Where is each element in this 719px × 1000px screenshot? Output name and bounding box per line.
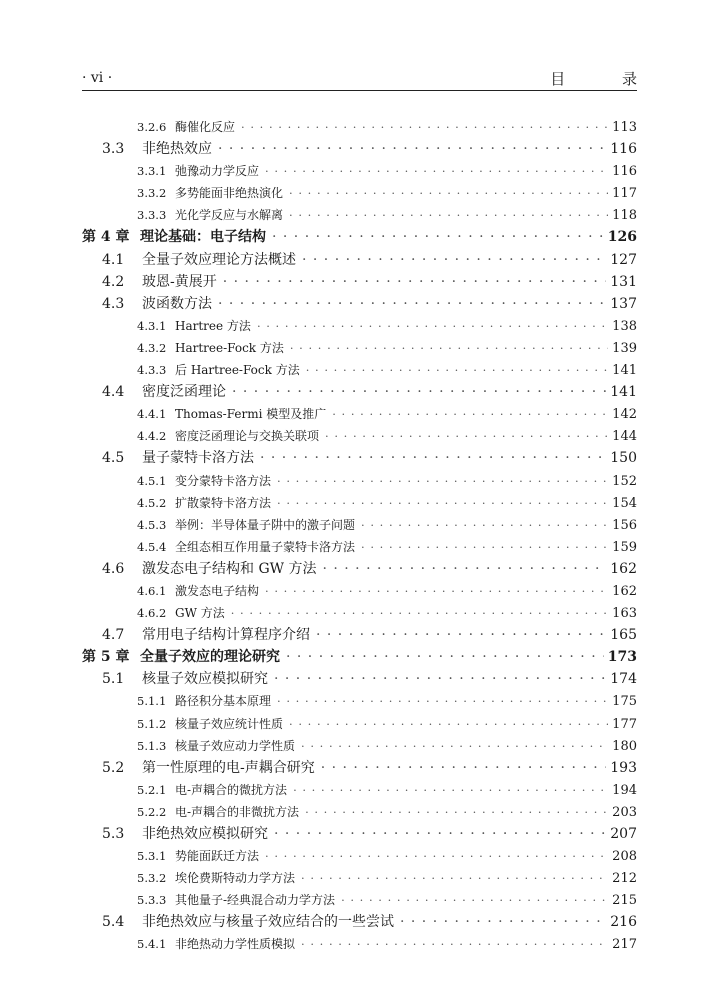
toc-entry-section bbox=[82, 668, 637, 690]
entry-page-number: 163 bbox=[612, 606, 637, 622]
leader-dots bbox=[265, 845, 608, 867]
leader-dots bbox=[218, 138, 606, 160]
entry-number: 4.6.2 bbox=[137, 606, 167, 621]
entry-page-number: 142 bbox=[612, 407, 637, 423]
entry-number: 5.1.3 bbox=[137, 738, 167, 753]
entry-page-number: 174 bbox=[610, 671, 637, 688]
entry-page-number: 127 bbox=[610, 251, 637, 268]
entry-page-number: 113 bbox=[612, 120, 637, 135]
toc-entry-sub bbox=[82, 359, 637, 381]
entry-number: 5.3.2 bbox=[137, 871, 167, 886]
leader-dots bbox=[301, 735, 608, 757]
toc-entry-section bbox=[82, 293, 637, 315]
entry-title: Hartree 方法 bbox=[175, 318, 251, 333]
entry-number: 4.5.4 bbox=[137, 539, 167, 554]
entry-title: 全量子效应理论方法概述 bbox=[142, 251, 296, 268]
entry-title: 电-声耦合的非微扰方法 bbox=[175, 804, 300, 819]
entry-page-number: 212 bbox=[612, 871, 637, 887]
leader-dots bbox=[257, 315, 608, 337]
leader-dots bbox=[286, 646, 604, 668]
entry-number: 5.1 bbox=[102, 671, 125, 688]
entry-number: 4.3.2 bbox=[137, 340, 167, 355]
leader-dots bbox=[231, 602, 608, 624]
toc-entry-section bbox=[82, 757, 637, 779]
entry-page-number: 117 bbox=[612, 186, 637, 202]
leader-dots bbox=[260, 447, 606, 469]
entry-title: 激发态电子结构 bbox=[175, 583, 260, 598]
entry-page-number: 193 bbox=[610, 759, 637, 776]
leader-dots bbox=[265, 580, 608, 602]
entry-number: 4.2 bbox=[102, 273, 125, 290]
entry-page-number: 159 bbox=[612, 539, 637, 555]
toc-entry-section bbox=[82, 624, 637, 646]
entry-number: 4.6.1 bbox=[137, 583, 167, 598]
header-title: 目 录 bbox=[550, 70, 663, 88]
entry-page-number: 194 bbox=[612, 782, 637, 798]
leader-dots bbox=[241, 116, 608, 138]
entry-title: 核量子效应统计性质 bbox=[175, 716, 284, 731]
entry-number: 5.3 bbox=[102, 826, 125, 842]
entry-number: 4.4.1 bbox=[137, 407, 167, 422]
entry-title: 全量子效应的理论研究 bbox=[140, 649, 280, 666]
leader-dots bbox=[322, 558, 606, 580]
toc-entry-sub bbox=[82, 713, 637, 735]
entry-page-number: 150 bbox=[610, 450, 637, 467]
entry-page-number: 138 bbox=[612, 318, 637, 334]
entry-number: 5.3.3 bbox=[137, 893, 167, 908]
leader-dots bbox=[302, 249, 606, 271]
toc-entry-sub bbox=[82, 735, 637, 757]
entry-number: 4.5.2 bbox=[137, 495, 167, 510]
entry-title: Hartree-Fock 方法 bbox=[175, 340, 284, 355]
entry-title: 第一性原理的电-声耦合研究 bbox=[142, 759, 315, 776]
leader-dots bbox=[361, 536, 608, 558]
entry-title: 理论基础：电子结构 bbox=[140, 229, 266, 246]
toc-entry-section bbox=[82, 823, 637, 845]
entry-title: 非绝热动力学性质模拟 bbox=[175, 937, 296, 952]
page-number: · vi · bbox=[82, 70, 113, 86]
toc-entry-sub bbox=[82, 690, 637, 712]
entry-page-number: 162 bbox=[612, 583, 637, 599]
entry-number: 4.6 bbox=[102, 560, 125, 577]
entry-page-number: 126 bbox=[607, 229, 637, 246]
toc-entry-sub bbox=[82, 403, 637, 425]
toc-entry-sub bbox=[82, 492, 637, 514]
leader-dots bbox=[293, 779, 608, 801]
leader-dots bbox=[265, 160, 608, 182]
entry-page-number: 152 bbox=[612, 473, 637, 489]
leader-dots bbox=[277, 690, 608, 712]
entry-page-number: 217 bbox=[612, 937, 637, 953]
leader-dots bbox=[306, 359, 608, 381]
entry-page-number: 180 bbox=[612, 738, 637, 754]
entry-page-number: 137 bbox=[610, 295, 637, 312]
entry-page-number: 173 bbox=[607, 649, 637, 666]
entry-title: 激发态电子结构和 GW 方法 bbox=[142, 560, 317, 577]
toc-entry-sub bbox=[82, 602, 637, 624]
page-header bbox=[82, 68, 663, 91]
entry-title: 路径积分基本原理 bbox=[175, 694, 272, 709]
entry-title: 非绝热效应 bbox=[142, 141, 212, 158]
toc-entry-sub bbox=[82, 182, 637, 204]
entry-title: 核量子效应模拟研究 bbox=[142, 671, 268, 688]
entry-page-number: 131 bbox=[610, 273, 637, 290]
toc-entry-sub bbox=[82, 867, 637, 889]
entry-title: 势能面跃迁方法 bbox=[175, 849, 260, 864]
entry-page-number: 203 bbox=[612, 804, 637, 820]
entry-page-number: 116 bbox=[610, 141, 637, 158]
toc-entry-section bbox=[82, 381, 637, 403]
entry-number: 第 4 章 bbox=[82, 229, 130, 246]
leader-dots bbox=[341, 889, 608, 911]
entry-number: 3.3 bbox=[102, 141, 125, 158]
toc-entry-section bbox=[82, 911, 637, 933]
entry-number: 5.1.1 bbox=[137, 694, 167, 709]
leader-dots bbox=[400, 911, 606, 933]
entry-page-number: 141 bbox=[612, 363, 637, 379]
toc-entry-section bbox=[82, 447, 637, 469]
entry-number: 5.2 bbox=[102, 759, 125, 776]
entry-page-number: 216 bbox=[610, 914, 637, 931]
entry-title: 其他量子-经典混合动力学方法 bbox=[175, 893, 336, 908]
toc-entry-sub bbox=[82, 116, 637, 138]
entry-page-number: 207 bbox=[610, 826, 637, 842]
entry-page-number: 165 bbox=[610, 627, 637, 644]
entry-number: 3.2.6 bbox=[137, 120, 167, 134]
entry-page-number: 156 bbox=[612, 517, 637, 533]
toc-entry-sub bbox=[82, 536, 637, 558]
entry-title: 非绝热效应模拟研究 bbox=[142, 826, 268, 842]
toc-entry-sub bbox=[82, 779, 637, 801]
leader-dots bbox=[301, 933, 608, 955]
entry-title: 密度泛函理论 bbox=[142, 384, 226, 401]
entry-title: Thomas-Fermi 模型及推广 bbox=[175, 407, 327, 422]
leader-dots bbox=[232, 381, 606, 403]
entry-number: 4.7 bbox=[102, 627, 125, 644]
entry-page-number: 208 bbox=[612, 849, 637, 865]
entry-page-number: 175 bbox=[612, 694, 637, 710]
entry-page-number: 215 bbox=[612, 893, 637, 909]
toc-entry-sub bbox=[82, 514, 637, 536]
entry-page-number: 154 bbox=[612, 495, 637, 511]
leader-dots bbox=[289, 204, 608, 226]
toc-entry-sub bbox=[82, 801, 637, 823]
table-of-contents bbox=[82, 116, 637, 956]
entry-title: 非绝热效应与核量子效应结合的一些尝试 bbox=[142, 914, 394, 931]
toc-entry-section bbox=[82, 249, 637, 271]
entry-number: 4.3.3 bbox=[137, 363, 167, 378]
entry-title: 弛豫动力学反应 bbox=[175, 164, 260, 179]
entry-number: 5.3.1 bbox=[137, 849, 167, 864]
entry-title: 玻恩-黄展开 bbox=[142, 273, 217, 290]
entry-title: 多势能面非绝热演化 bbox=[175, 186, 284, 201]
entry-title: 扩散蒙特卡洛方法 bbox=[175, 495, 272, 510]
entry-number: 4.3.1 bbox=[137, 318, 167, 333]
leader-dots bbox=[305, 801, 608, 823]
toc-entry-sub bbox=[82, 160, 637, 182]
leader-dots bbox=[289, 182, 608, 204]
entry-title: 波函数方法 bbox=[142, 295, 212, 312]
toc-entry-sub bbox=[82, 889, 637, 911]
leader-dots bbox=[316, 624, 606, 646]
entry-number: 3.3.1 bbox=[137, 164, 167, 179]
entry-page-number: 177 bbox=[612, 716, 637, 732]
entry-page-number: 144 bbox=[612, 429, 637, 445]
leader-dots bbox=[277, 492, 608, 514]
entry-title: 电-声耦合的微扰方法 bbox=[175, 782, 288, 797]
entry-number: 5.2.2 bbox=[137, 804, 167, 819]
toc-entry-chapter bbox=[82, 226, 637, 248]
leader-dots bbox=[274, 668, 606, 690]
toc-entry-section bbox=[82, 271, 637, 293]
toc-entry-sub bbox=[82, 204, 637, 226]
entry-number: 4.3 bbox=[102, 295, 125, 312]
entry-title: 酶催化反应 bbox=[175, 120, 236, 134]
entry-page-number: 116 bbox=[612, 164, 637, 180]
entry-title: 常用电子结构计算程序介绍 bbox=[142, 627, 310, 644]
entry-title: 光化学反应与水解离 bbox=[175, 208, 284, 223]
entry-number: 5.4.1 bbox=[137, 937, 167, 952]
entry-number: 5.1.2 bbox=[137, 716, 167, 731]
entry-title: 变分蒙特卡洛方法 bbox=[175, 473, 272, 488]
leader-dots bbox=[223, 271, 607, 293]
entry-number: 3.3.3 bbox=[137, 208, 167, 223]
entry-number: 4.4 bbox=[102, 384, 125, 401]
entry-page-number: 118 bbox=[612, 208, 637, 224]
entry-page-number: 139 bbox=[612, 340, 637, 356]
toc-entry-sub bbox=[82, 580, 637, 602]
entry-number: 4.1 bbox=[102, 251, 125, 268]
toc-entry-sub bbox=[82, 425, 637, 447]
toc-entry-sub bbox=[82, 933, 637, 955]
entry-number: 3.3.2 bbox=[137, 186, 167, 201]
entry-title: 密度泛函理论与交换关联项 bbox=[175, 429, 320, 444]
leader-dots bbox=[361, 514, 608, 536]
entry-number: 4.5.1 bbox=[137, 473, 167, 488]
entry-title: 核量子效应动力学性质 bbox=[175, 738, 296, 753]
entry-number: 4.5 bbox=[102, 450, 125, 467]
leader-dots bbox=[218, 293, 606, 315]
entry-number: 4.5.3 bbox=[137, 517, 167, 532]
toc-entry-sub bbox=[82, 315, 637, 337]
entry-title: GW 方法 bbox=[175, 606, 225, 621]
entry-title: 后 Hartree-Fock 方法 bbox=[175, 363, 300, 378]
leader-dots bbox=[274, 823, 606, 845]
entry-title: 举例：半导体量子阱中的激子问题 bbox=[175, 517, 356, 532]
entry-page-number: 162 bbox=[610, 560, 637, 577]
leader-dots bbox=[290, 337, 608, 359]
toc-entry-sub bbox=[82, 337, 637, 359]
toc-entry-chapter bbox=[82, 646, 637, 668]
entry-title: 埃伦费斯特动力学方法 bbox=[175, 871, 296, 886]
leader-dots bbox=[289, 713, 608, 735]
entry-number: 5.2.1 bbox=[137, 782, 167, 797]
entry-page-number: 141 bbox=[610, 384, 637, 401]
entry-title: 量子蒙特卡洛方法 bbox=[142, 450, 254, 467]
leader-dots bbox=[301, 867, 608, 889]
leader-dots bbox=[272, 226, 604, 248]
leader-dots bbox=[321, 757, 607, 779]
entry-number: 第 5 章 bbox=[82, 649, 130, 666]
entry-title: 全组态相互作用量子蒙特卡洛方法 bbox=[175, 539, 356, 554]
entry-number: 5.4 bbox=[102, 914, 125, 931]
leader-dots bbox=[325, 425, 608, 447]
toc-entry-section bbox=[82, 138, 637, 160]
leader-dots bbox=[277, 470, 608, 492]
toc-entry-sub bbox=[82, 470, 637, 492]
leader-dots bbox=[332, 403, 608, 425]
toc-entry-section bbox=[82, 558, 637, 580]
toc-entry-sub bbox=[82, 845, 637, 867]
entry-number: 4.4.2 bbox=[137, 429, 167, 444]
